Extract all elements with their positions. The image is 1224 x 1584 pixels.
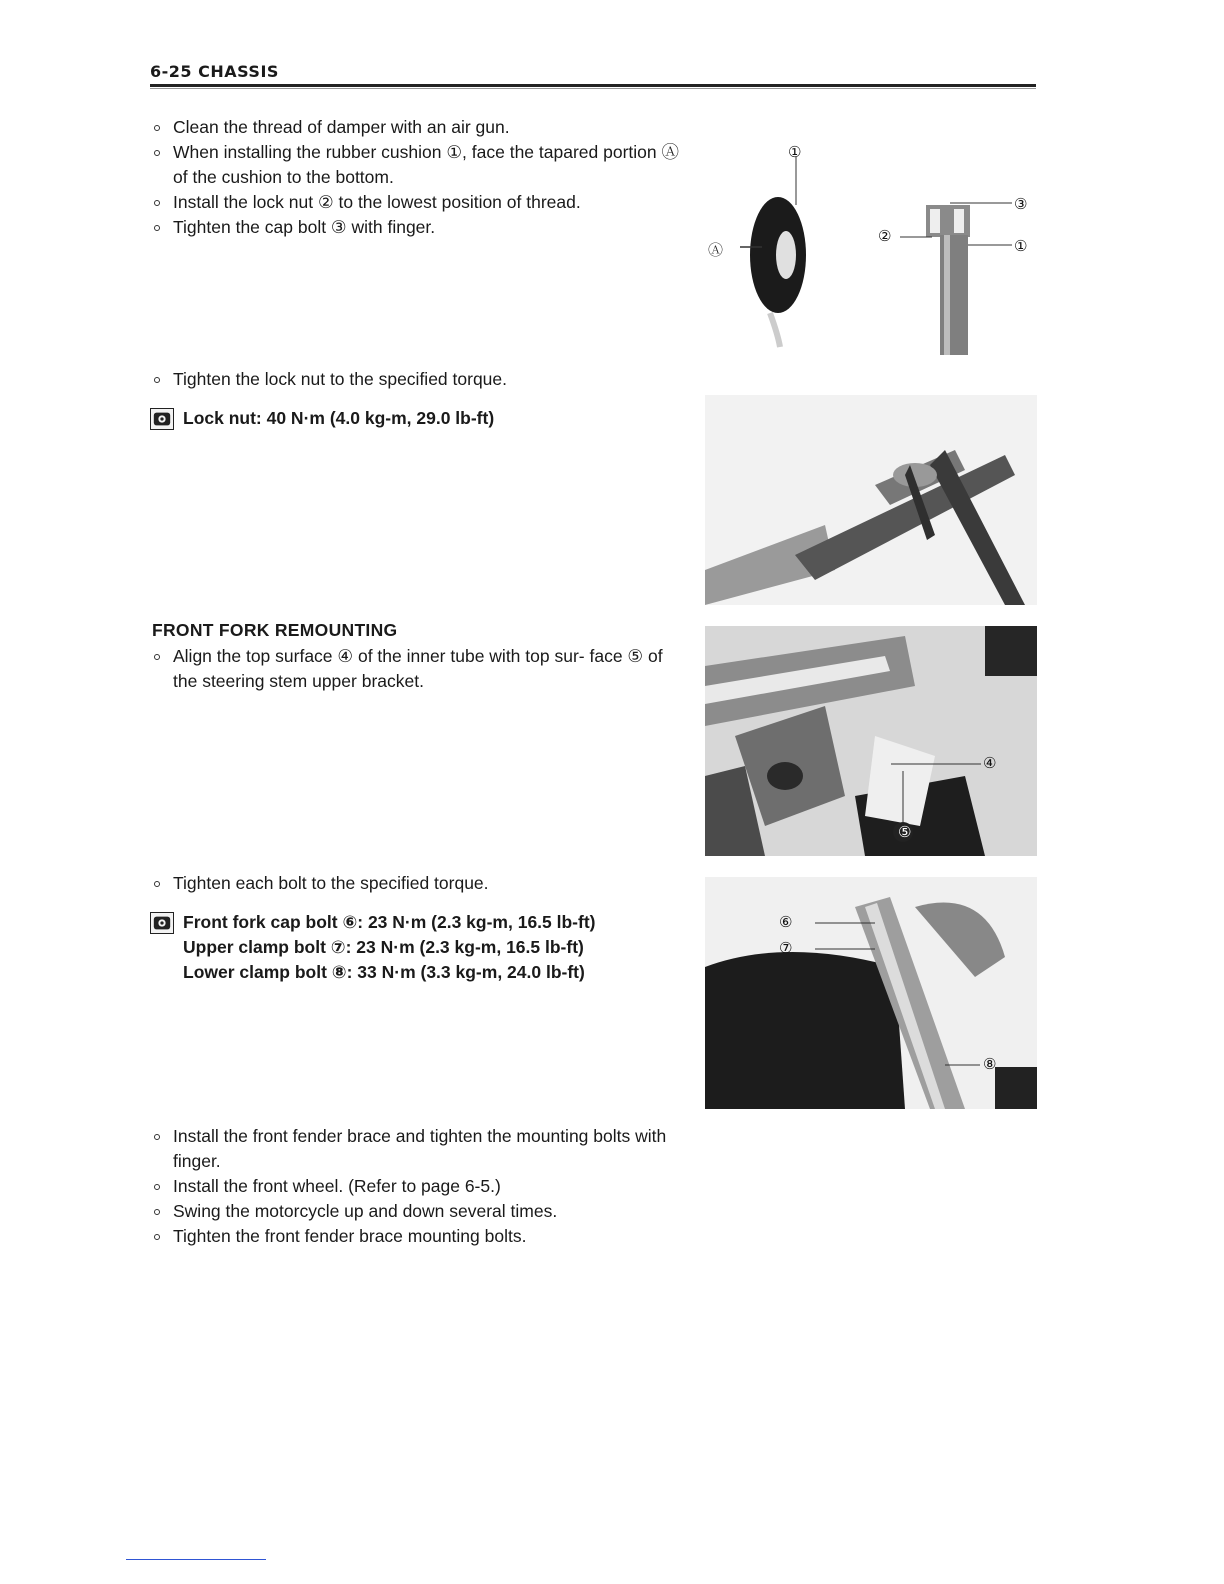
torque-spec-lock-nut <box>150 406 680 431</box>
bullet-item: When installing the rubber cushion ①, face the tapared portion Ⓐ of the cushion to the bottom. <box>152 140 682 190</box>
section-bolt-torque <box>152 871 682 896</box>
torque-wrench-icon <box>150 408 174 430</box>
callout-label: ③ <box>1014 196 1028 213</box>
callout-label: ④ <box>983 755 997 772</box>
figure-rubber-cushion <box>700 135 1040 360</box>
figure-clamp-bolts <box>705 877 1037 1109</box>
bullet-item: Install the lock nut ② to the lowest position of thread. <box>152 190 682 215</box>
figure-rubber-cushion-drawing <box>700 135 1040 360</box>
callout-label: Ⓐ <box>708 242 724 259</box>
section-fork-align <box>152 644 682 694</box>
section-heading-front-fork-remounting: FRONT FORK REMOUNTING <box>152 620 398 640</box>
callout-label: ⑦ <box>779 940 793 957</box>
figure-steering-stem-bracket-drawing <box>705 626 1037 856</box>
bullet-item: Tighten each bolt to the specified torque. <box>152 871 682 896</box>
bullet-item: Align the top surface ④ of the inner tube with top sur- face ⑤ of the steering stem upper bracket. <box>152 644 682 694</box>
spec-line: Front fork cap bolt ⑥: 23 N·m (2.3 kg-m, 16.5 lb-ft) <box>183 912 596 932</box>
header-rule-thin <box>150 88 1036 89</box>
bullet-item: Install the front fender brace and tighten the mounting bolts with finger. <box>152 1124 682 1174</box>
page-header-title: 6-25 CHASSIS <box>150 62 279 81</box>
bullet-item: Install the front wheel. (Refer to page 6-5.) <box>152 1174 682 1199</box>
callout-label: ⑧ <box>983 1056 997 1073</box>
bullet-item: Clean the thread of damper with an air gun. <box>152 115 682 140</box>
torque-spec-clamp-bolts <box>150 910 690 985</box>
figure-lock-nut-tighten-drawing <box>705 395 1037 605</box>
bullet-item: Tighten the front fender brace mounting bolts. <box>152 1224 682 1249</box>
section-lock-nut <box>152 367 682 392</box>
torque-wrench-icon <box>150 912 174 934</box>
section-damper-install <box>152 115 682 240</box>
callout-label: ① <box>1014 238 1028 255</box>
spec-line: Lock nut: 40 N·m (4.0 kg-m, 29.0 lb-ft) <box>183 408 495 428</box>
spec-line: Lower clamp bolt ⑧: 33 N·m (3.3 kg-m, 24.0 lb-ft) <box>183 962 585 982</box>
spec-line: Upper clamp bolt ⑦: 23 N·m (2.3 kg-m, 16.5 lb-ft) <box>183 937 584 957</box>
figure-clamp-bolts-drawing <box>705 877 1037 1109</box>
bullet-item: Tighten the cap bolt ③ with finger. <box>152 215 682 240</box>
bullet-item: Swing the motorcycle up and down several times. <box>152 1199 682 1224</box>
callout-label: ⑥ <box>779 914 793 931</box>
figure-steering-stem-bracket <box>705 626 1037 856</box>
header-rule <box>150 84 1036 87</box>
callout-label: ⑤ <box>898 824 912 841</box>
callout-label: ① <box>788 144 802 161</box>
figure-lock-nut-tighten <box>705 395 1037 605</box>
bullet-item: Tighten the lock nut to the specified torque. <box>152 367 682 392</box>
callout-label: ② <box>878 228 892 245</box>
section-fender-brace <box>152 1124 682 1249</box>
footer-rule <box>126 1559 266 1560</box>
